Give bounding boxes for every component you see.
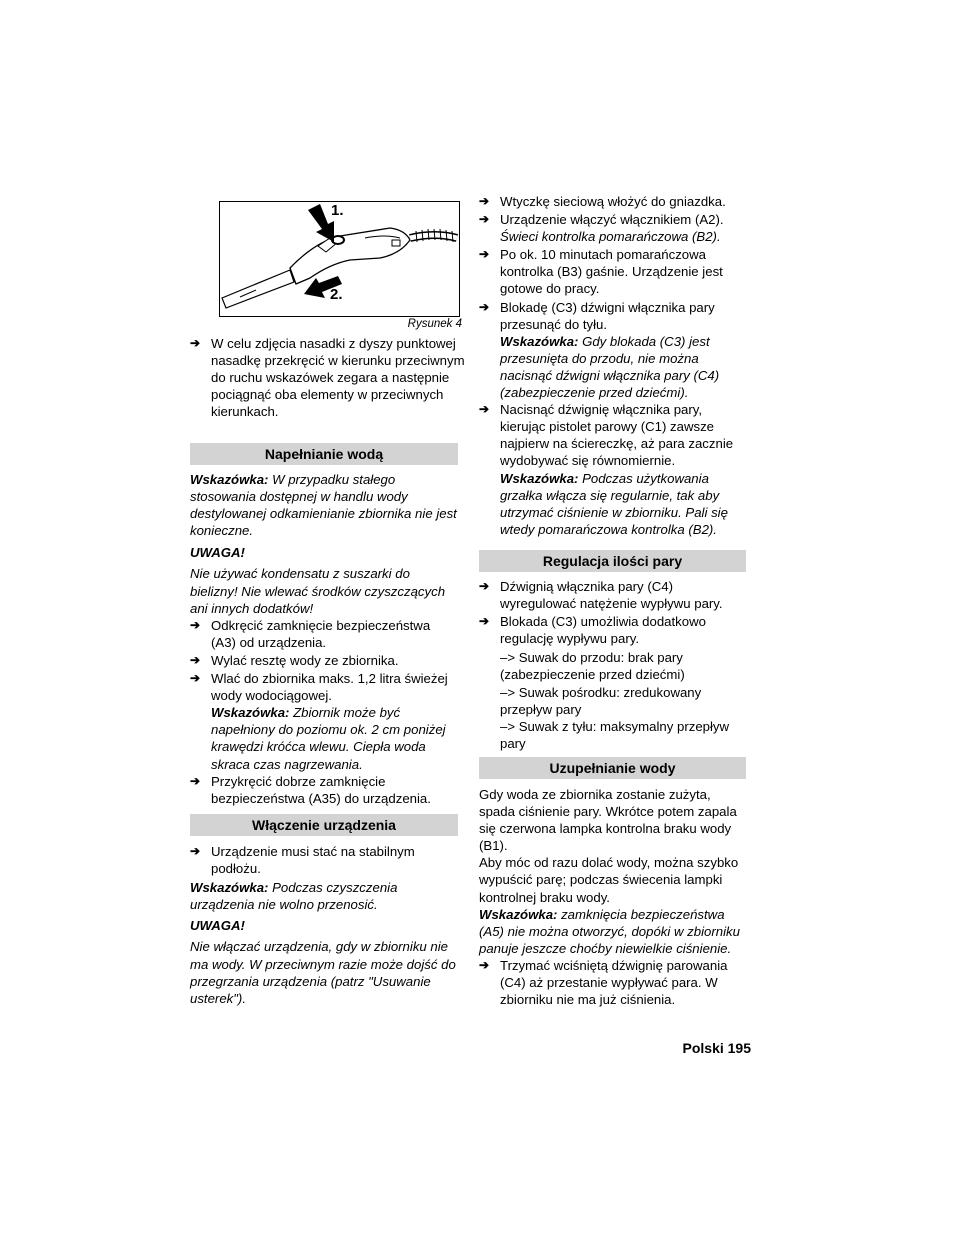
arrow-right-icon: ➔ [190, 773, 201, 788]
arrow-right-icon: ➔ [190, 844, 201, 858]
arrow-right-icon: ➔ [479, 614, 490, 629]
bullet-right-2: ➔ Urządzenie włączyć włącznikiem (A2). [479, 212, 724, 228]
arrow-right-icon: ➔ [479, 957, 490, 972]
note-filling: Wskazówka: W przypadku stałego stosowania dostępnej w handlu wody destylowanej odkamienianie zbiornika nie jest konieczne. [190, 472, 457, 539]
step-2-label: 2. [330, 286, 343, 303]
warning-text-2: Nie włączać urządzenia, gdy w zbiorniku nie ma wody. W przeciwnym razie może dojść do przegrzania urządzenia (patrz "Usuwanie usterek"). [190, 939, 456, 1006]
arrow-right-icon: ➔ [190, 652, 201, 667]
page-number: Polski 195 [682, 1040, 751, 1056]
section-steam-regulation-body [479, 578, 749, 752]
bullet-right-5: ➔ Nacisnąć dźwignię włącznika pary, kierując pistolet parowy (C1) zawsze najpierw na ściereczkę, aż para zacznie wydobywać się równomiernie. [479, 402, 734, 469]
bullet-filling-4: ➔ Przykręcić dobrze zamknięcie bezpieczeństwa (A35) do urządzenia. [190, 773, 431, 806]
section-heading-switch-on: Włączenie urządzenia [190, 814, 458, 836]
sub-note-filling: Wskazówka: Zbiornik może być napełniony do poziomu ok. 2 cm poniżej krawędzi króćca wlewu. Ciepła woda skraca czas nagrzewania. [211, 705, 446, 772]
section-refill-body [479, 786, 749, 1008]
regulation-option-1: –> Suwak do przodu: brak pary (zabezpieczenie przed dziećmi) [500, 650, 685, 683]
bullet-right-3: ➔ Po ok. 10 minutach pomarańczowa kontrolka (B3) gaśnie. Urządzenie jest gotowe do pracy. [479, 247, 723, 297]
warning-label: UWAGA! [190, 545, 245, 561]
warning-text: Nie używać kondensatu z suszarki do bielizny! Nie wlewać środków czyszczących ani innych dodatków! [190, 566, 446, 616]
right-4-note: Wskazówka: Gdy blokada (C3) jest przesunięta do przodu, nie można nacisnąć dźwigni włącznika pary (C4) (zabezpieczenie przed dziećmi). [500, 333, 720, 401]
note-switch-on: Wskazówka: Podczas czyszczenia urządzenia nie wolno przenosić. [190, 880, 398, 913]
refill-paragraph-2: Aby móc od razu dolać wody, można szybko wypuścić parę; podczas świecenia lampki kontrolnej braku wody. [479, 855, 739, 905]
arrow-right-icon: ➔ [479, 402, 490, 417]
section-heading-filling: Napełnianie wodą [190, 443, 458, 465]
arrow-right-icon: ➔ [190, 617, 201, 632]
arrow-right-icon: ➔ [479, 247, 490, 262]
refill-paragraph-1: Gdy woda ze zbiornika zostanie zużyta, spada ciśnienie pary. Wkrótce potem zapala się czerwona lampka kontrolna braku wody (B1). [479, 787, 737, 854]
section-heading-refill: Uzupełnianie wody [479, 757, 746, 779]
intro-bullet [190, 335, 479, 420]
arrow-right-icon: ➔ [479, 579, 490, 593]
arrow-right-icon: ➔ [190, 671, 201, 686]
arrow-right-icon: ➔ [479, 194, 490, 208]
figure-caption: Rysunek 4 [407, 318, 462, 330]
bullet-switch-on: ➔ Urządzenie musi stać na stabilnym podłożu. [190, 844, 415, 877]
arrow-right-icon: ➔ [479, 212, 490, 227]
right-steps [479, 193, 749, 538]
right-5-note: Wskazówka: Podczas użytkowania grzałka włącza się regularnie, tak aby utrzymać ciśnienie w zbiorniku. Pali się wtedy pomarańczowa kontrolka (B2). [500, 470, 728, 537]
step-1-label: 1. [331, 202, 344, 219]
section-switch-on-body [190, 843, 458, 1007]
arrow-right-icon: ➔ [190, 336, 201, 350]
section-filling-body [190, 471, 458, 807]
bullet-regulation-2: ➔ Blokada (C3) umożliwia dodatkowo regulację wypływu pary. [479, 614, 706, 647]
arrow-right-icon: ➔ [479, 299, 490, 314]
right-2-sub: Świeci kontrolka pomarańczowa (B2). [500, 229, 721, 245]
section-heading-steam-regulation: Regulacja ilości pary [479, 550, 746, 572]
bullet-refill: ➔ Trzymać wciśniętą dźwignię parowania (C4) aż przestanie wypływać para. W zbiorniku nie ma już ciśnienia. [479, 957, 728, 1008]
regulation-option-3: –> Suwak z tyłu: maksymalny przepływ pary [500, 718, 730, 751]
bullet-regulation-1: ➔ Dźwignią włącznika pary (C4) wyregulować natężenie wypływu pary. [479, 579, 723, 612]
bullet-right-1: ➔ Wtyczkę sieciową włożyć do gniazdka. [479, 194, 726, 209]
regulation-option-2: –> Suwak pośrodku: zredukowany przepływ pary [500, 684, 702, 717]
bullet-filling-1: ➔ Odkręcić zamknięcie bezpieczeństwa (A3) od urządzenia. [190, 617, 431, 650]
figure-steam-gun [219, 201, 460, 317]
refill-note: Wskazówka: zamknięcia bezpieczeństwa (A5) nie można otworzyć, dopóki w zbiorniku panuje jeszcze choćby niewielkie ciśnienie. [479, 906, 740, 956]
bullet-right-4: ➔ Blokadę (C3) dźwigni włącznika pary przesunąć do tyłu. [479, 299, 715, 332]
bullet-filling-2: ➔ Wylać resztę wody ze zbiornika. [190, 652, 399, 668]
warning-label-2: UWAGA! [190, 918, 245, 934]
intro-bullet-text: W celu zdjęcia nasadki z dyszy punktowej nasadkę przekręcić w kierunku przeciwnym do ruchu wskazówek zegara a następnie pociągnąć oba elementy w przeciwnych kierunkach. [211, 336, 465, 420]
bullet-filling-3: ➔ Wlać do zbiornika maks. 1,2 litra świeżej wody wodociągowej. [190, 671, 448, 704]
